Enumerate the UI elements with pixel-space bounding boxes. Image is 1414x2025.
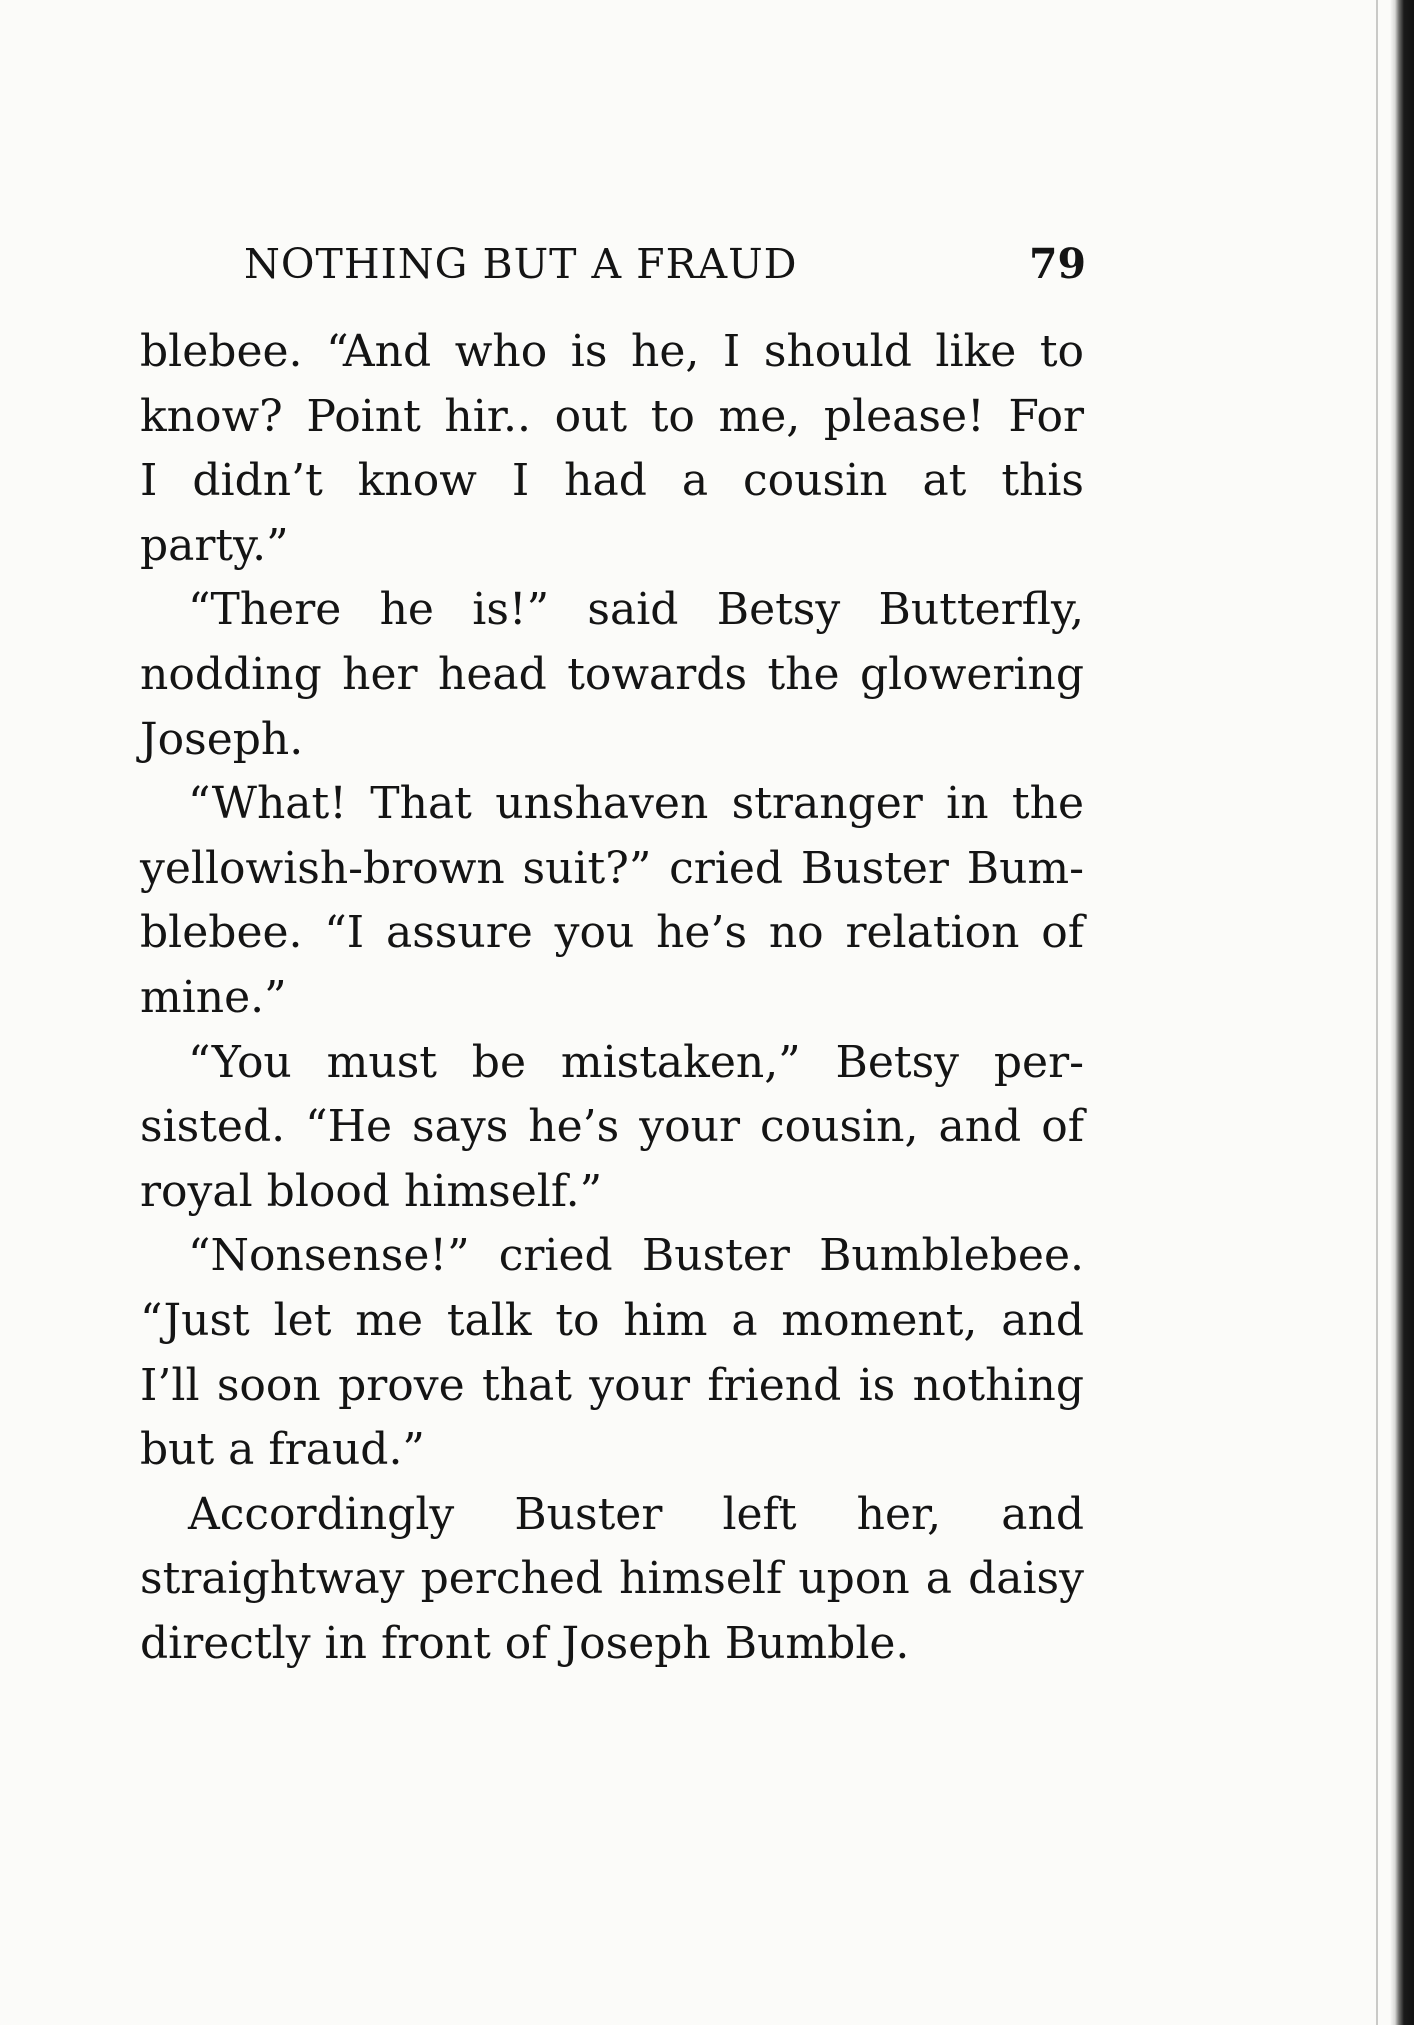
- text-line: “What! That unshaven stranger in the: [188, 778, 1084, 830]
- text-line: know? Point hir.. out to me, please! For: [140, 390, 1084, 442]
- text-line: I’ll soon prove that your friend is nothing: [140, 1359, 1084, 1411]
- text-line: yellowish-brown suit?” cried Buster Bum-: [140, 842, 1084, 894]
- page-binding-edge: [1390, 0, 1414, 2025]
- text-line: blebee. “I assure you he’s no relation of: [140, 907, 1084, 959]
- text-line: “Nonsense!” cried Buster Bumblebee.: [188, 1230, 1084, 1282]
- page-edge-shadow: [1376, 0, 1378, 2025]
- text-line: royal blood himself.”: [140, 1165, 603, 1217]
- text-line: mine.”: [140, 971, 287, 1023]
- text-line: blebee. “And who is he, I should like to: [140, 326, 1084, 377]
- text-line: “Just let me talk to him a moment, and: [140, 1294, 1084, 1346]
- running-head: NOTHING BUT A FRAUD: [244, 240, 798, 288]
- page-number: 79: [1028, 240, 1086, 288]
- text-line: Joseph.: [140, 713, 304, 765]
- body-text: [140, 320, 1084, 1676]
- text-line: but a fraud.”: [140, 1424, 425, 1476]
- text-line: nodding her head towards the glowering: [140, 648, 1084, 700]
- text-line: directly in front of Joseph Bumble.: [140, 1617, 910, 1669]
- text-line: “You must be mistaken,” Betsy per-: [188, 1036, 1084, 1088]
- text-line: sisted. “He says he’s your cousin, and of: [140, 1101, 1084, 1153]
- text-line: “There he is!” said Betsy Butterfly,: [188, 584, 1084, 636]
- text-line: straightway perched himself upon a daisy: [140, 1553, 1084, 1605]
- text-line: Accordingly Buster left her, and: [188, 1488, 1084, 1540]
- text-line: party.”: [140, 519, 289, 571]
- page-header: [244, 234, 1092, 294]
- text-line: I didn’t know I had a cousin at this: [140, 455, 1084, 507]
